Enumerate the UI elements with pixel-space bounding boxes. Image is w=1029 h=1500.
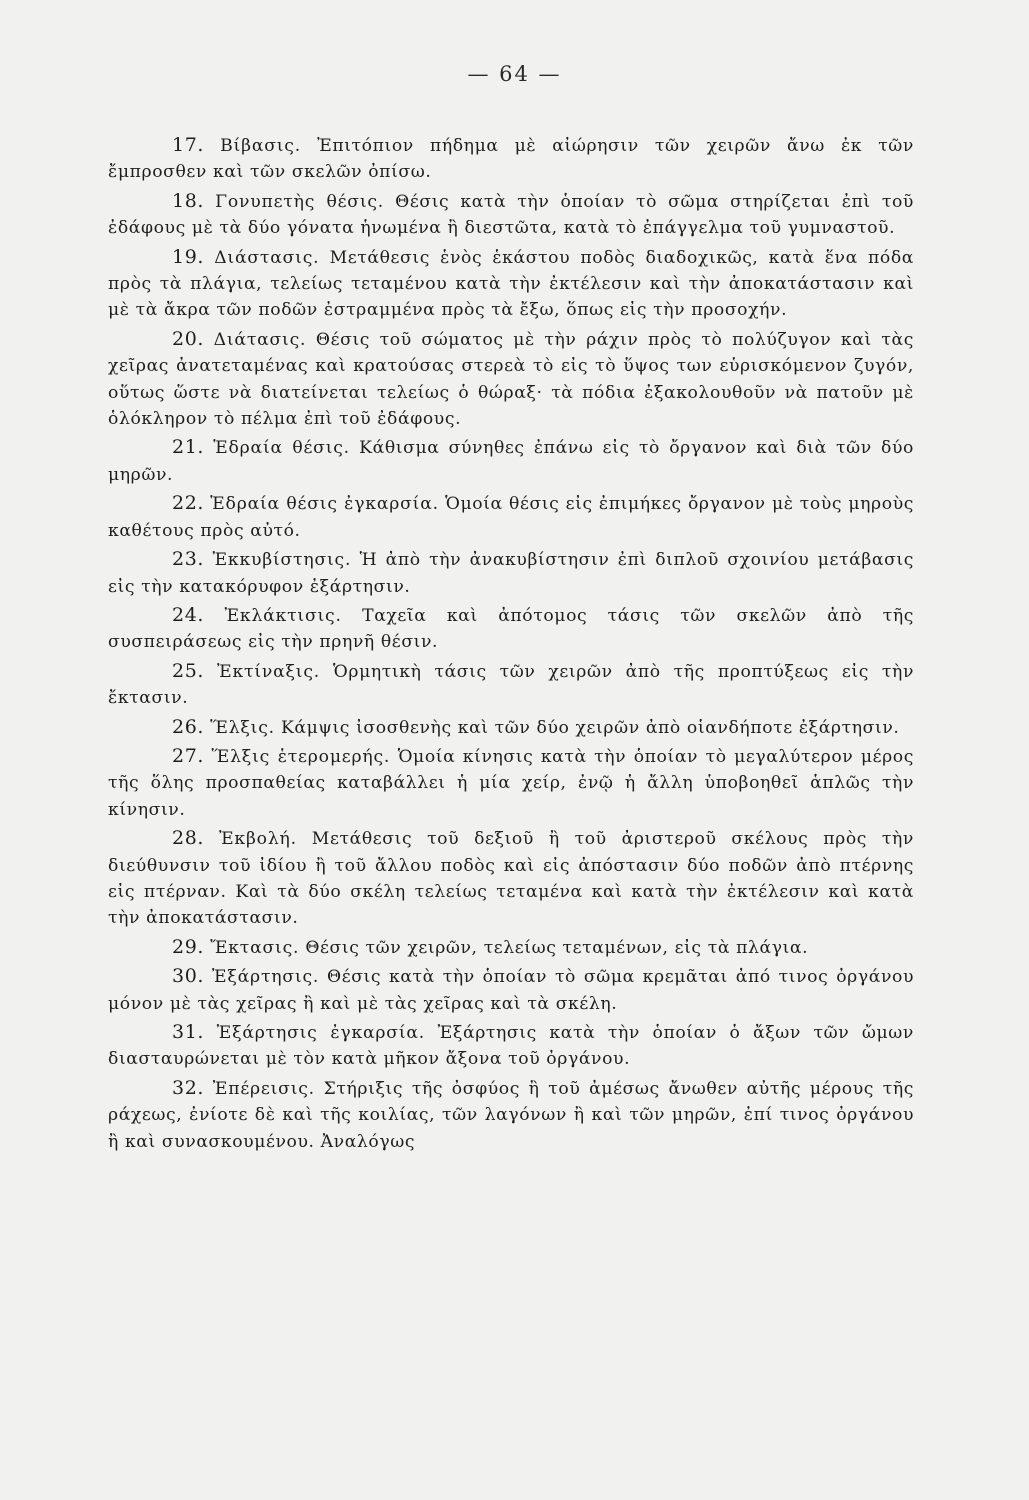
entry-definition: Θέσις τοῦ σώματος μὲ τὴν ράχιν πρὸς τὸ πολύζυγον καὶ τὰς χεῖρας ἀνατεταμένας καὶ κρατούσας στερεὰ τὸ εἰς τὸ ὕψος των εὑρισκόμενον ζυγόν, οὕτως ὥστε νὰ διατείνεται τελείως ὁ θώραξ· τὰ πόδια ἐξακολουθοῦν νὰ πατοῦν μὲ ὁλόκληρον τὸ πέλμα ἐπὶ τοῦ ἐδάφους.	[108, 329, 914, 430]
entry-term: Ἐξάρτησις.	[211, 967, 320, 988]
glossary-entry	[108, 743, 914, 823]
entry-number: 24.	[172, 603, 205, 626]
glossary-entry	[108, 434, 914, 488]
entry-number: 25.	[172, 659, 205, 682]
glossary-entry	[108, 244, 914, 324]
entry-definition: Μετάθεσις τοῦ δεξιοῦ ἢ τοῦ ἀριστεροῦ σκέλους πρὸς τὴν διεύθυνσιν τοῦ ἰδίου ἢ τοῦ ἄλλου ποδὸς καὶ εἰς ἀπόστασιν δύο ποδῶν ἀπὸ πτέρνης εἰς πτέρναν. Καὶ τὰ δύο σκέλη τελείως τεταμένα καὶ κατὰ τὴν ἐκτέλεσιν καὶ κατὰ τὴν ἀποκατάστασιν.	[108, 829, 914, 929]
glossary-entry	[108, 1019, 914, 1073]
entry-number: 29.	[172, 935, 205, 958]
entry-term: Διάστασις.	[214, 247, 320, 268]
glossary-entry	[108, 963, 914, 1017]
entry-term: Γονυπετὴς θέσις.	[215, 191, 385, 212]
entry-definition: Ἐπιτόπιον πήδημα μὲ αἰώρησιν τῶν χειρῶν ἄνω ἐκ τῶν ἔμπροσθεν καὶ τῶν σκελῶν ὀπίσω.	[108, 136, 914, 183]
entry-definition: Θέσις κατὰ τὴν ὁποίαν τὸ σῶμα στηρίζεται ἐπὶ τοῦ ἐδάφους μὲ τὰ δύο γόνατα ἡνωμένα ἢ διεστῶτα, κατὰ τὸ ἐπάγγελμα τοῦ γυμναστοῦ.	[108, 191, 914, 239]
entry-term: Ἐξάρτησις ἐγκαρσία.	[216, 1023, 426, 1043]
entry-number: 32.	[172, 1076, 205, 1099]
entry-definition: Θέσις τῶν χειρῶν, τελείως τεταμένων, εἰς τὰ πλάγια.	[305, 937, 809, 958]
entry-term: Ἐκλάκτισις.	[224, 605, 342, 626]
entry-definition: Κάθισμα σύνηθες ἐπάνω εἰς τὸ ὄργανον καὶ διὰ τῶν δύο μηρῶν.	[108, 438, 914, 485]
entry-definition: Ὁμοία θέσις εἰς ἐπιμήκες ὄργανον μὲ τοὺς μηροὺς καθέτους πρὸς αὐτό.	[108, 494, 914, 541]
entry-definition: Ὁμοία κίνησις κατὰ τὴν ὁποίαν τὸ μεγαλύτερον μέρος τῆς ὅλης προσπαθείας καταβάλλει ἡ μία χείρ, ἐνῷ ἡ ἄλλη ὑποβοηθεῖ ἁπλῶς τὴν κίνησιν.	[108, 746, 914, 820]
glossary-entry	[108, 546, 914, 600]
page-number: — 64 —	[467, 62, 562, 86]
entry-number: 23.	[172, 548, 205, 571]
entry-definition: Στήριξις τῆς ὀσφύος ἢ τοῦ ἀμέσως ἄνωθεν αὐτῆς μέρους τῆς ράχεως, ἐνίοτε δὲ καὶ τῆς κοιλίας, τῶν λαγόνων ἢ καὶ τῶν μηρῶν, ἐπί τινος ὀργάνου ἢ καὶ συνασκουμένου. Ἀναλόγως	[108, 1078, 914, 1152]
entry-term: Διάτασις.	[213, 329, 307, 350]
entry-definition: Μετάθεσις ἑνὸς ἑκάστου ποδὸς διαδοχικῶς, κατὰ ἕνα πόδα πρὸς τὰ πλάγια, τελείως τεταμένου κατὰ τὴν ἐκτέλεσιν καὶ τὴν ἀποκατάστασιν καὶ μὲ τὰ ἄκρα τῶν ποδῶν ἐστραμμένα πρὸς τὰ ἔξω, ὅπως εἰς τὴν προσοχήν.	[108, 247, 914, 321]
entry-definition: Θέσις κατὰ τὴν ὁποίαν τὸ σῶμα κρεμᾶται ἀπό τινος ὀργάνου μόνον μὲ τὰς χεῖρας ἢ καὶ μὲ τὰς χεῖρας καὶ τὰ σκέλη.	[108, 967, 914, 1014]
entry-number: 31.	[172, 1021, 205, 1043]
entry-number: 30.	[172, 965, 205, 988]
entry-term: Ἐκβολή.	[218, 829, 297, 850]
entry-number: 19.	[172, 245, 205, 268]
glossary-entry	[108, 714, 914, 741]
entry-definition: Ἡ ἀπὸ τὴν ἀνακυβίστησιν ἐπὶ διπλοῦ σχοινίου μετάβασις εἰς τὴν κατακόρυφον ἐξάρτησιν.	[108, 550, 914, 597]
glossary-entry	[108, 1075, 914, 1155]
glossary-entry	[108, 602, 914, 656]
entry-term: Ἑδραία θέσις.	[213, 438, 350, 459]
entry-number: 27.	[172, 744, 205, 767]
glossary-entries	[108, 132, 914, 1157]
glossary-entry	[108, 825, 914, 932]
entry-number: 22.	[172, 492, 205, 515]
entry-term: Ἕλξις.	[210, 717, 275, 738]
glossary-entry	[108, 934, 914, 961]
entry-definition: Κάμψις ἰσοσθενὴς καὶ τῶν δύο χειρῶν ἀπὸ οἱανδήποτε ἐξάρτησιν.	[280, 717, 900, 738]
entry-term: Ἐπέρεισις.	[212, 1078, 315, 1099]
glossary-entry	[108, 658, 914, 712]
glossary-entry	[108, 132, 914, 186]
entry-term: Ἐκτίναξις.	[217, 661, 321, 682]
entry-definition: Ταχεῖα καὶ ἀπότομος τάσις τῶν σκελῶν ἀπὸ τῆς συσπειράσεως εἰς τὴν πρηνῆ θέσιν.	[108, 605, 914, 653]
entry-definition: Ἐξάρτησις κατὰ τὴν ὁποίαν ὁ ἄξων τῶν ὤμων διασταυρώνεται μὲ τὸν κατὰ μῆκον ἄξονα τοῦ ὀργάνου.	[108, 1023, 914, 1070]
entry-term: Βίβασις.	[220, 136, 301, 156]
entry-number: 28.	[172, 827, 205, 850]
entry-term: Ἐκκυβίστησις.	[212, 550, 352, 571]
entry-number: 20.	[172, 327, 205, 350]
glossary-entry	[108, 490, 914, 544]
entry-number: 26.	[172, 715, 205, 738]
entry-definition: Ὁρμητικὴ τάσις τῶν χειρῶν ἀπὸ τῆς προπτύξεως εἰς τὴν ἔκτασιν.	[108, 661, 914, 709]
entry-number: 21.	[172, 436, 205, 459]
entry-number: 17.	[172, 134, 205, 156]
entry-number: 18.	[172, 189, 205, 212]
glossary-entry	[108, 326, 914, 433]
entry-term: Ἕλξις ἑτερομερής.	[211, 746, 391, 767]
glossary-entry	[108, 188, 914, 242]
entry-term: Ἔκτασις.	[210, 937, 300, 958]
entry-term: Ἑδραία θέσις ἐγκαρσία.	[210, 494, 439, 515]
